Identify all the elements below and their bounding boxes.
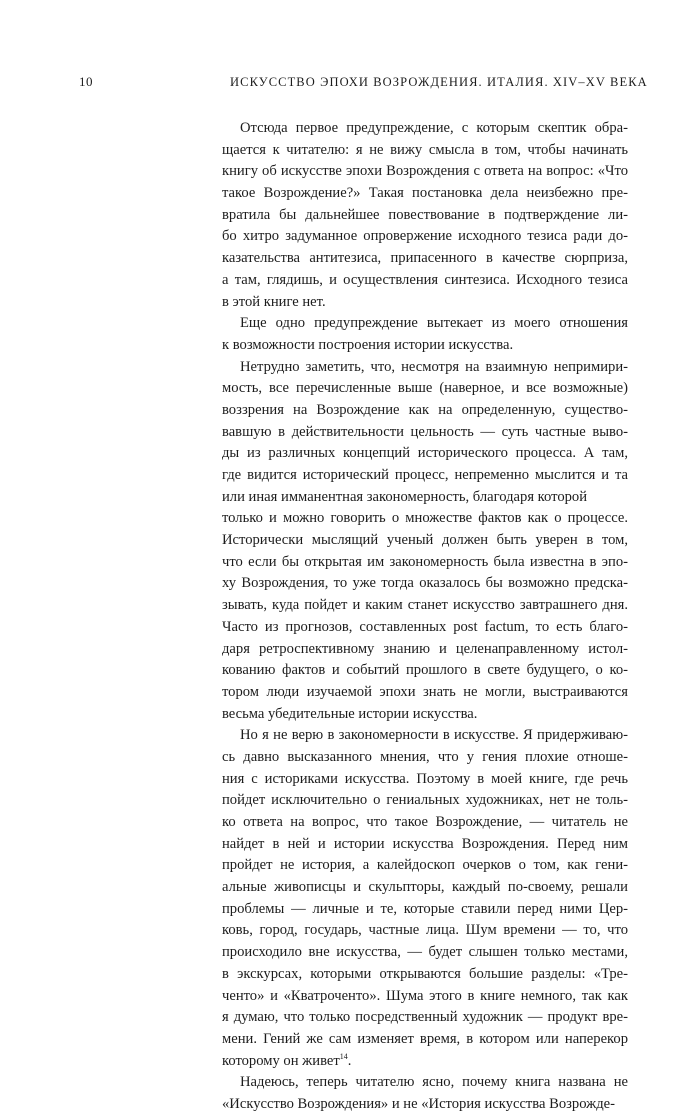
text-line: весьма убедительные истории искусства. (222, 705, 478, 722)
text-line: мени. Гений же сам изменяет время, в котором или наперекор (222, 1030, 628, 1047)
text-line: «Искусство Возрождения» и не «История искусства Возрожде- (222, 1095, 616, 1112)
text-line: что если бы открытая им закономерность была известна в эпо- (222, 553, 628, 570)
text-line: сь давно высказанного мнения, что у гения плохие отноше- (222, 748, 628, 765)
text-line: воззрения на Возрождение как на определенную, существо- (222, 401, 628, 418)
text-line: кованию фактов и событий прошлого в свете будущего, о ко- (222, 662, 628, 679)
text-line: Надеюсь, теперь читателю ясно, почему книга названа не (240, 1074, 628, 1091)
text-line: бо хитро задуманное опровержение исходного тезиса ради до- (222, 228, 628, 245)
text-line: зывать, куда пойдет и каким станет искусство завтрашнего дня. (222, 597, 628, 614)
text-line: ченто» и «Кватроченто». Шума этого в книге немного, так как (222, 987, 628, 1004)
text-line: тором люди изучаемой эпохи знать не могли, выстраиваются (222, 683, 628, 700)
footnote-reference[interactable]: 14 (339, 1051, 348, 1061)
text-line: только и можно говорить о множестве фактов как о процессе. (222, 510, 628, 527)
text-line: Нетрудно заметить, что, несмотря на взаимную непримири- (240, 358, 628, 375)
text-line: ко ответа на вопрос, что такое Возрождение, — читатель не (222, 814, 628, 830)
text-line: Отсюда первое предупреждение, с которым скептик обра- (240, 120, 628, 136)
text-line: ния с историками искусства. Поэтому в моей книге, где речь (222, 770, 628, 787)
text-line: Но я не верю в закономерности в искусстве. Я придерживаю- (240, 727, 628, 744)
text-line: к возможности построения истории искусства. (222, 336, 514, 353)
text-line: которому он живет$^{14}$. (222, 1051, 352, 1069)
text-line: ху Возрождения, то уже тогда оказалось бы возможно предска- (222, 575, 628, 592)
text-line-content: которому он живет (222, 1052, 340, 1069)
text-line: ды из различных концепций исторического процесса. А там, (222, 445, 628, 462)
text-line: книгу об искусстве эпохи Возрождения с ответа на вопрос: «Что (222, 163, 628, 180)
text-line: Исторически мыслящий ученый должен быть уверен в том, (222, 532, 628, 549)
text-line: альные живописцы и скульпторы, каждый по-своему, решали (222, 879, 628, 896)
text-line: происходило вне искусства, — будет слышен только местами, (222, 944, 628, 961)
text-line: вавшую в действительности цельность — суть частные выво- (222, 423, 628, 440)
text-line: Еще одно предупреждение вытекает из моего отношения (240, 315, 628, 332)
text-line: пройдет не история, а калейдоскоп очерков о том, как гени- (222, 857, 628, 874)
text-line: казательства антитезиса, припасенного в качестве сюрприза, (222, 250, 628, 267)
running-head: ИСКУССТВО ЭПОХИ ВОЗРОЖДЕНИЯ. ИТАЛИЯ. XIV–XV ВЕКА (230, 75, 648, 89)
text-line: я думаю, что только посредственный художник — продукт вре- (222, 1009, 628, 1026)
text-line: пойдет исключительно о гениальных художниках, нет не толь- (222, 792, 628, 809)
text-line: вратила бы дальнейшее повествование в подтверждение ли- (222, 206, 628, 223)
text-line: где видится исторический процесс, непременно мыслится и та (222, 467, 628, 483)
text-line: ковь, город, государь, частные лица. Шум времени — то, что (222, 922, 628, 939)
text-line: такое Возрождение?» Такая постановка дела неизбежно пре- (222, 185, 628, 202)
body-text (222, 118, 628, 1116)
text-line: в экскурсах, которыми открываются большие разделы: «Тре- (222, 965, 628, 982)
text-line: даря ретроспективному знанию и целенаправленному истол- (222, 640, 628, 657)
text-line: Часто из прогнозов, составленных post factum, то есть благо- (222, 618, 628, 635)
text-line: щается к читателю: я не вижу смысла в том, чтобы начинать (222, 141, 628, 158)
text-line: в этой книге нет. (222, 293, 326, 310)
text-line: проблемы — личные и те, которые ставили перед ними Цер- (222, 900, 628, 917)
text-line: а там, глядишь, и осуществления синтезиса. Исходного тезиса (222, 271, 628, 288)
text-line: мость, все перечисленные выше (наверное, и все возможные) (222, 380, 628, 397)
page-number: 10 (79, 74, 93, 89)
text-line: найдет в ней и истории искусства Возрождения. Перед ним (222, 835, 628, 852)
text-line: или иная имманентная закономерность, благодаря которой (222, 488, 588, 505)
